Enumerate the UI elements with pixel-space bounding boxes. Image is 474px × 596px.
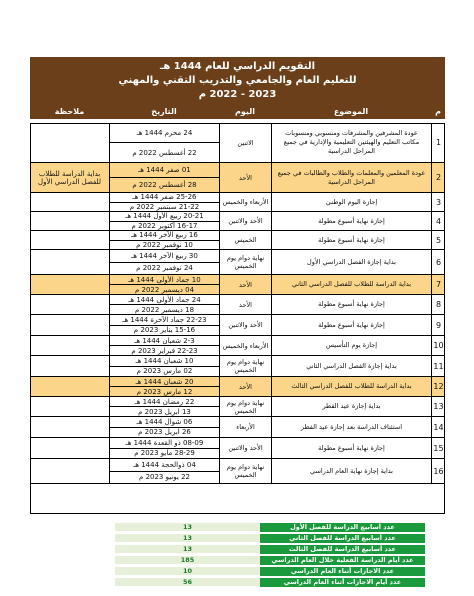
table-row	[30, 336, 445, 356]
summary-label: عدد الاجازات أثناء العام الدراسي	[260, 567, 425, 576]
row-note	[30, 231, 109, 249]
row-day: الأربعاء والخميس	[219, 336, 271, 355]
column-header-date: التاريخ	[151, 107, 177, 116]
row-topic: استئناف الدراسة بعد إجازة عيد الفطر	[271, 417, 431, 437]
row-topic: بداية إجازة عيد الفطر	[271, 397, 431, 416]
table-row	[30, 193, 445, 212]
row-day: نهاية دوام يوم الخميس	[219, 459, 271, 483]
row-topic: بداية إجازة الفصل الدراسي الثاني	[271, 356, 431, 376]
summary-row	[115, 545, 425, 554]
row-date	[109, 459, 219, 483]
summary-value: 56	[115, 578, 260, 587]
date-line: 22 أغسطس 2022 م	[110, 142, 219, 162]
date-line: 24 نوفمبر 2022 م	[110, 262, 219, 275]
title-line-2: للتعليم العام والجامعي والتدريب التقني والمهني	[118, 75, 357, 86]
table-row	[30, 275, 445, 295]
title-line-3: 2023 - 2022 م	[198, 89, 277, 100]
row-date	[109, 356, 219, 376]
column-header-notes: ملاحظة	[54, 107, 85, 116]
summary-label: عدد أيام الاجازات أثناء العام الدراسي	[260, 578, 425, 587]
table-row	[30, 212, 445, 231]
summary-value: 13	[115, 534, 260, 543]
row-note	[30, 356, 109, 376]
row-topic: بداية إجازة الفصل الدراسي الأول	[271, 250, 431, 274]
row-note	[30, 417, 109, 437]
summary-value: 13	[115, 545, 260, 554]
summary-value: 10	[115, 567, 260, 576]
summary-row	[115, 567, 425, 576]
date-line: 16-17 أكتوبر 2022 م	[110, 221, 219, 231]
date-line: 20-21 ربيع الأول 1444 هـ	[125, 212, 204, 221]
date-line: 22 رمضان 1444 هـ	[134, 397, 195, 406]
row-topic: عودة المشرفين والمشرفات ومنسوبي ومنسوبات مكاتب التعليم والهيئتين التعليمية والإدارية في جميع المراحل الدراسية	[271, 123, 431, 162]
row-number: 13	[431, 397, 445, 416]
row-number: 6	[431, 250, 445, 274]
row-day: الأحد	[219, 163, 271, 192]
row-note	[30, 459, 109, 483]
row-number: 10	[431, 336, 445, 355]
row-date	[109, 163, 219, 192]
table-row	[30, 397, 445, 417]
row-note	[30, 250, 109, 274]
date-line: 13 ابريل 2023 م	[110, 406, 219, 416]
row-topic: إجازة اليوم الوطني	[271, 193, 431, 211]
table-row	[30, 377, 445, 397]
row-day: نهاية دوام يوم الخميس	[219, 397, 271, 416]
row-number: 11	[431, 356, 445, 376]
summary-row	[115, 523, 425, 532]
date-line: 26 ابريل 2023 م	[110, 427, 219, 438]
row-number: 2	[431, 163, 445, 192]
row-date	[109, 231, 219, 249]
table-row	[30, 163, 445, 193]
date-line: 30 ربيع الآخر 1444 هـ	[131, 251, 198, 260]
row-date	[109, 315, 219, 335]
table-row	[30, 123, 445, 163]
summary-row	[115, 556, 425, 565]
row-number: 5	[431, 231, 445, 249]
summary-label: عدد أسابيع الدراسة للفصل الثاني	[260, 534, 425, 543]
table-row	[30, 295, 445, 315]
title-banner	[30, 57, 445, 105]
table-row	[30, 459, 445, 484]
row-date	[109, 193, 219, 211]
row-topic: إجازة نهاية أسبوع مطولة	[271, 295, 431, 314]
row-day: الأحد	[219, 377, 271, 396]
row-number: 8	[431, 295, 445, 314]
row-topic: إجازة نهاية أسبوع مطولة	[271, 231, 431, 249]
column-header-day: اليوم	[235, 107, 255, 116]
row-note	[30, 397, 109, 416]
column-header-num: م	[435, 107, 441, 116]
row-note	[30, 315, 109, 335]
summary-value: 185	[115, 556, 260, 565]
row-date	[109, 377, 219, 396]
title-line-1: التقويم الدراسي للعام 1444 هـ	[159, 61, 316, 72]
row-topic: إجازة نهاية أسبوع مطولة	[271, 315, 431, 335]
row-number: 15	[431, 438, 445, 458]
row-number: 16	[431, 459, 445, 483]
row-number: 1	[431, 123, 445, 162]
row-note	[30, 295, 109, 314]
row-day: الأحد	[219, 295, 271, 314]
row-date	[109, 336, 219, 355]
row-note: بداية الدراسة للطلاب للفصل الدراسي الأول	[38, 169, 101, 186]
date-line: 2-3 شعبان 1444 هـ	[134, 336, 195, 345]
date-line: 22 يونيو 2023 م	[110, 471, 219, 484]
date-line: 28 أغسطس 2022 م	[110, 177, 219, 192]
summary-label: عدد أسابيع الدراسة للفصل الأول	[260, 523, 425, 532]
summary-label: عدد أيام الدراسة الفعلية خلال العام الدراسي	[260, 556, 425, 565]
table-row	[30, 315, 445, 336]
table-row	[30, 231, 445, 250]
row-note	[30, 275, 109, 294]
date-line: 01 صفر 1444 هـ	[138, 166, 191, 174]
row-note	[30, 438, 109, 458]
date-line: 24 محرم 1444 هـ	[136, 128, 193, 137]
date-line: 04 ذوالحجة 1444 هـ	[133, 460, 196, 469]
date-line: 02 مارس 2023 م	[110, 366, 219, 377]
row-date	[109, 417, 219, 437]
row-topic: بداية إجازة نهاية العام الدراسي	[271, 459, 431, 483]
row-note	[30, 336, 109, 355]
column-header-topic: الموضوع	[333, 107, 369, 116]
row-day: نهاية دوام يوم الخميس	[219, 250, 271, 274]
row-day: الأحد والاثنين	[219, 315, 271, 335]
row-date	[109, 397, 219, 416]
row-number: 9	[431, 315, 445, 335]
date-line: 28-29 مايو 2023 م	[110, 448, 219, 459]
row-day: الأربعاء والخميس	[219, 193, 271, 211]
row-date	[109, 275, 219, 294]
row-day: الأحد والاثنين	[219, 438, 271, 458]
table-row	[30, 250, 445, 275]
row-number: 14	[431, 417, 445, 437]
table-row	[30, 356, 445, 377]
row-date	[109, 212, 219, 230]
date-line: 21-22 سبتمبر 2022 م	[110, 202, 219, 212]
row-note	[30, 193, 109, 211]
date-line: 04 ديسمبر 2022 م	[110, 284, 219, 294]
summary-label: عدد أسابيع الدراسة للفصل الثالث	[260, 545, 425, 554]
date-line: 18 ديسمبر 2022 م	[110, 304, 219, 314]
table-row	[30, 417, 445, 438]
row-topic: عودة المعلمين والمعلمات والطلاب والطالبات في جميع المراحل الدراسية	[271, 163, 431, 192]
row-number: 3	[431, 193, 445, 211]
table-header	[30, 105, 445, 119]
row-note	[30, 212, 109, 230]
date-line: 06 شوال 1444 هـ	[136, 417, 193, 426]
date-line: 10 شعبان 1444 هـ	[135, 356, 194, 365]
row-topic: بداية الدراسة للطلاب للفصل الدراسي الثالث	[271, 377, 431, 396]
row-day: الاثنين	[219, 123, 271, 162]
row-topic: إجازة يوم التأسيس	[271, 336, 431, 355]
row-number: 7	[431, 275, 445, 294]
row-day: الأربعاء	[219, 417, 271, 437]
row-topic: إجازة نهاية أسبوع مطولة	[271, 438, 431, 458]
date-line: 16 ربيع الآخر 1444 هـ	[131, 231, 198, 240]
row-number: 4	[431, 212, 445, 230]
row-day: الأحد	[219, 275, 271, 294]
row-date	[109, 250, 219, 274]
row-day: الأحد والاثنين	[219, 212, 271, 230]
row-day: نهاية دوام يوم الخميس	[219, 356, 271, 376]
row-date	[109, 295, 219, 314]
date-line: 24 جماد الأولى 1444 هـ	[128, 295, 201, 304]
row-number: 12	[431, 377, 445, 396]
summary-value: 13	[115, 523, 260, 532]
date-line: 10 جماد الأولى 1444 هـ	[128, 275, 201, 284]
date-line: 08-09 ذو القعدة 1444 هـ	[125, 438, 204, 447]
date-line: 22-23 جماد الآخرة 1444 هـ	[122, 315, 207, 324]
date-line: 10 نوفمبر 2022 م	[110, 240, 219, 250]
row-topic: بداية الدراسة للطلاب للفصل الدراسي الثاني	[271, 275, 431, 294]
date-line: 22-23 فبراير 2023 م	[110, 345, 219, 355]
date-line: 25-26 صفر 1444 هـ	[132, 193, 197, 202]
date-line: 12 مارس 2023 م	[110, 386, 219, 396]
row-date	[109, 123, 219, 162]
table-row	[30, 438, 445, 459]
date-line: 20 شعبان 1444 هـ	[135, 377, 194, 386]
summary-row	[115, 578, 425, 587]
row-topic: إجازة نهاية أسبوع مطولة	[271, 212, 431, 230]
summary-row	[115, 534, 425, 543]
row-note	[30, 377, 109, 396]
row-date	[109, 438, 219, 458]
date-line: 15-16 يناير 2023 م	[110, 325, 219, 336]
row-note	[30, 123, 109, 162]
row-day: الخميس	[219, 231, 271, 249]
